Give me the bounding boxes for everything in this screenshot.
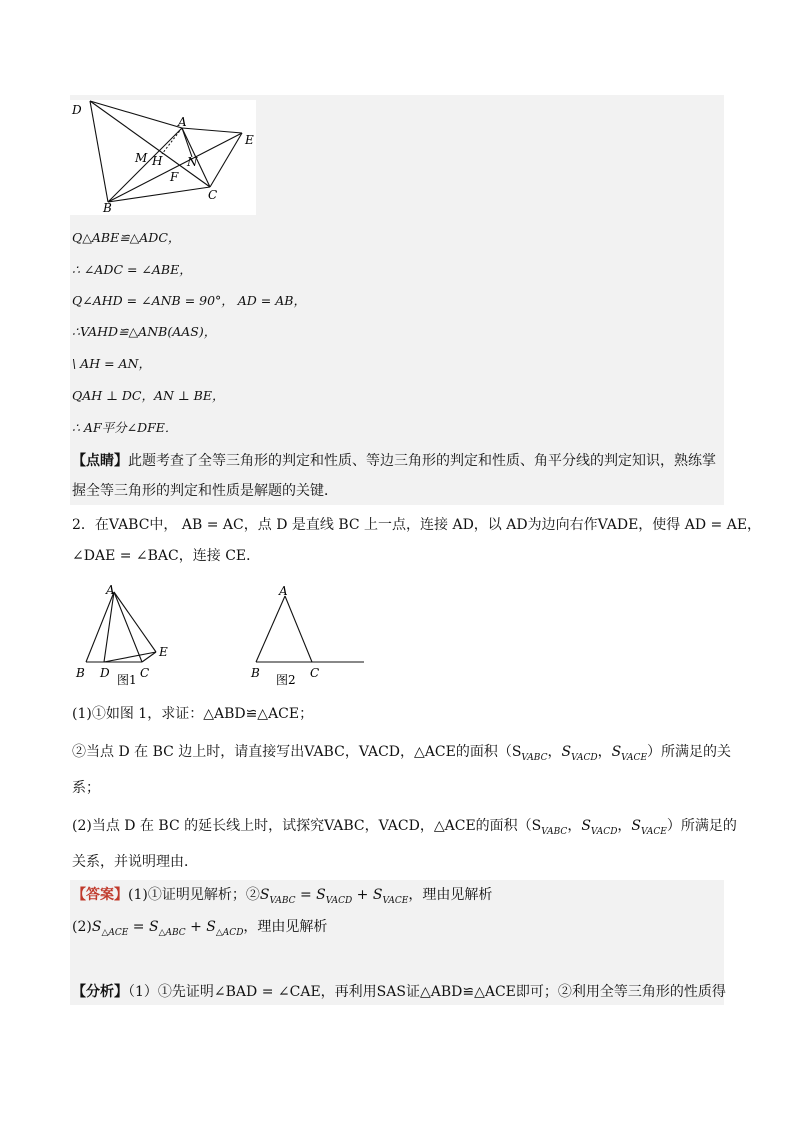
analysis-text: （1）①先证明∠BAD = ∠CAE，再利用SAS证△ABD≌△ACE即可；②利用全等三角形的性质得	[128, 984, 726, 1000]
solution-line-7: ∴ AF平分∠DFE．	[72, 420, 178, 435]
question-2-line-1: (2)当点 D 在 BC 的延长线上时，试探究VABC，VACD，△ACE的面积（$S_{VABC}$，$S_{VACD}$，$S_{VACE}$）所满足的	[72, 818, 737, 837]
fig2b-label-b: B	[251, 666, 260, 680]
fig1-label-b: B	[103, 201, 112, 215]
question-2-text: (2)当点 D 在 BC 的延长线上时，试探究VABC，VACD，△ACE的面积（S	[72, 818, 542, 834]
comment-line-2: 握全等三角形的判定和性质是解题的关键．	[72, 483, 338, 499]
question-1b-line-1: ②当点 D 在 BC 边上时，请直接写出VABC，VACD，△ACE的面积（$S_{VABC}$，$S_{VACD}$，$S_{VACE}$）所满足的关	[72, 744, 732, 763]
solution-line-2: ∴ ∠ADC = ∠ABE，	[72, 262, 192, 277]
answer-text-1b: ，理由见解析	[408, 887, 493, 903]
comment-line-1	[72, 451, 716, 471]
fig2b-caption: 图2	[276, 673, 296, 687]
comment-tag: 【点睛】	[72, 453, 128, 469]
fig2a-label-d: D	[100, 666, 110, 680]
fig1-label-n: N	[187, 155, 198, 169]
answer-line-1: 【答案】(1)①证明见解析；$②S_{VABC} = S_{VACD} + S_{VACE}$，理由见解析	[72, 887, 493, 906]
problem2-stem-1: 2．在VABC中， AB = AC，点 D 是直线 BC 上一点，连接 AD，以 AD为边向右作VADE，使得 AD = AE，	[72, 517, 762, 533]
answer-text-2a: (2)	[72, 919, 92, 935]
fig2a-label-b: B	[76, 666, 85, 680]
answer-text-1a: (1)①证明见解析；②	[128, 887, 260, 903]
geometry-figure-1	[70, 100, 256, 215]
question-2-line-2: 关系，并说明理由．	[72, 854, 198, 870]
problem2-stem-2: ∠DAE = ∠BAC，连接 CE．	[72, 548, 261, 564]
fig1-label-m: M	[135, 151, 148, 165]
geometry-figure-2	[70, 580, 380, 690]
fig1-label-h: H	[152, 154, 163, 168]
comment-text-1: 此题考查了全等三角形的判定和性质、等边三角形的判定和性质、角平分线的判定知识，熟练掌	[128, 453, 716, 469]
question-1b-text: ②当点 D 在 BC 边上时，请直接写出VABC，VACD，△ACE的面积（S	[72, 744, 522, 760]
analysis-line	[72, 982, 726, 1002]
fig1-label-f: F	[170, 170, 179, 184]
answer-line-2: $(2)S_{\triangle ACE} = S_{\triangle ABC} + S_{\triangle ACD}$，理由见解析	[72, 919, 328, 938]
analysis-tag: 【分析】	[72, 984, 128, 1000]
fig1-label-d: D	[72, 103, 82, 117]
fig2a-caption: 图1	[117, 673, 137, 687]
fig2a-label-a: A	[106, 583, 115, 597]
fig2a-label-e: E	[159, 645, 168, 659]
question-1: (1)①如图 1，求证：△ABD≌△ACE；	[72, 706, 314, 722]
solution-line-1: Q△ABE≌△ADC，	[72, 230, 181, 245]
answer-text-2b: ，理由见解析	[243, 919, 328, 935]
fig2b-label-a: A	[279, 584, 288, 598]
solution-line-4: ∴VAHD≌△ANB(AAS)，	[72, 324, 217, 339]
solution-line-3: Q∠AHD = ∠ANB = 90°， AD = AB，	[72, 293, 306, 308]
fig1-label-c: C	[208, 188, 218, 202]
solution-line-6: QAH ⊥ DC，AN ⊥ BE，	[72, 388, 225, 403]
answer-tag: 【答案】	[72, 887, 128, 903]
fig1-label-a: A	[178, 115, 187, 129]
fig2b-label-c: C	[310, 666, 320, 680]
question-1b-line-2: 系；	[72, 780, 100, 796]
fig1-label-e: E	[245, 133, 254, 147]
solution-line-5: \ AH = AN，	[72, 356, 151, 371]
fig2a-label-c: C	[140, 666, 150, 680]
